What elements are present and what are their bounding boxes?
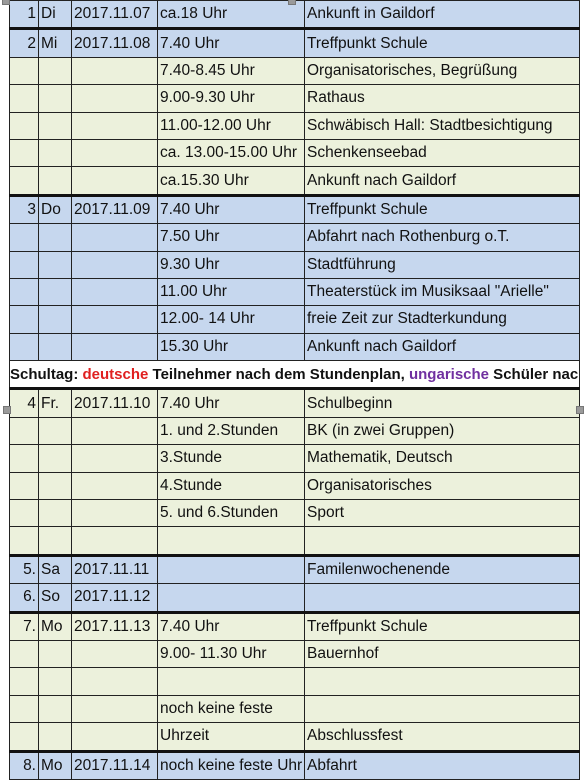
cell-date[interactable] (72, 278, 158, 305)
cell-time[interactable]: ca.18 Uhr (158, 1, 305, 29)
cell-time[interactable]: 9.30 Uhr (158, 251, 305, 278)
cell-day[interactable]: Fr. (39, 389, 72, 417)
cell-date[interactable] (72, 668, 158, 695)
cell-time[interactable]: 9.00- 11.30 Uhr (158, 640, 305, 667)
cell-day[interactable]: Mi (39, 29, 72, 57)
cell-activity[interactable] (305, 527, 580, 555)
cell-time[interactable]: 3.Stunde (158, 445, 305, 472)
cell-time[interactable]: 7.40 Uhr (158, 29, 305, 57)
schedule-row (10, 29, 580, 57)
cell-num[interactable] (10, 85, 39, 112)
cell-date[interactable] (72, 472, 158, 499)
cell-day[interactable] (39, 278, 72, 305)
cell-num[interactable] (10, 695, 39, 722)
cell-num[interactable] (10, 251, 39, 278)
schedule-row (10, 333, 580, 360)
cell-date[interactable]: 2017.11.08 (72, 29, 158, 57)
cell-date[interactable] (72, 333, 158, 360)
schedule-row (10, 85, 580, 112)
cell-activity[interactable] (305, 695, 580, 722)
schedule-body (10, 1, 580, 780)
cell-activity[interactable]: Schwäbisch Hall: Stadtbesichtigung (305, 112, 580, 139)
cell-day[interactable]: Mo (39, 751, 72, 779)
cell-activity[interactable]: Abfahrt nach Rothenburg o.T. (305, 224, 580, 251)
cell-activity[interactable]: Rathaus (305, 85, 580, 112)
banner-text: ungarische (408, 365, 490, 383)
cell-activity[interactable]: Schulbeginn (305, 389, 580, 417)
cell-date[interactable] (72, 112, 158, 139)
cell-activity[interactable]: Theaterstück im Musiksaal "Arielle" (305, 278, 580, 305)
cell-day[interactable]: Mo (39, 612, 72, 640)
cell-day[interactable]: Sa (39, 555, 72, 583)
cell-time[interactable]: 7.40-8.45 Uhr (158, 57, 305, 84)
cell-time[interactable]: 7.50 Uhr (158, 224, 305, 251)
cell-day[interactable] (39, 57, 72, 84)
cell-activity[interactable]: Treffpunkt Schule (305, 195, 580, 223)
cell-time[interactable] (158, 555, 305, 583)
cell-day[interactable] (39, 668, 72, 695)
schedule-row (10, 278, 580, 305)
schedule-row (10, 445, 580, 472)
schedule-row (10, 57, 580, 84)
cell-num[interactable]: 2 (10, 29, 39, 57)
cell-date[interactable]: 2017.11.11 (72, 555, 158, 583)
selection-handle[interactable] (3, 406, 11, 414)
cell-time[interactable] (158, 584, 305, 612)
schedule-row (10, 389, 580, 417)
cell-time[interactable]: ca. 13.00-15.00 Uhr (158, 139, 305, 166)
cell-date[interactable] (72, 445, 158, 472)
cell-day[interactable] (39, 306, 72, 333)
cell-activity[interactable] (305, 584, 580, 612)
cell-date[interactable] (72, 500, 158, 527)
cell-activity[interactable]: Sport (305, 500, 580, 527)
cell-day[interactable] (39, 224, 72, 251)
cell-date[interactable]: 2017.11.10 (72, 389, 158, 417)
cell-num[interactable] (10, 333, 39, 360)
cell-activity[interactable]: Mathematik, Deutsch (305, 445, 580, 472)
cell-day[interactable] (39, 695, 72, 722)
selection-handle[interactable] (576, 406, 584, 414)
schedule-row (10, 417, 580, 444)
cell-num[interactable]: 5. (10, 555, 39, 583)
cell-activity[interactable]: BK (in zwei Gruppen) (305, 417, 580, 444)
cell-time[interactable]: 11.00 Uhr (158, 278, 305, 305)
schedule-row (10, 139, 580, 166)
banner-text: Schultag: (10, 365, 83, 383)
cell-day[interactable] (39, 251, 72, 278)
cell-time[interactable]: 7.40 Uhr (158, 389, 305, 417)
schedule-row (10, 251, 580, 278)
schedule-row (10, 612, 580, 640)
cell-day[interactable] (39, 333, 72, 360)
cell-date[interactable]: 2017.11.07 (72, 1, 158, 29)
schedule-row (10, 500, 580, 527)
cell-activity[interactable]: Treffpunkt Schule (305, 612, 580, 640)
cell-date[interactable] (72, 306, 158, 333)
schedule-row (10, 640, 580, 667)
cell-day[interactable] (39, 472, 72, 499)
schedule-row (10, 668, 580, 695)
cell-num[interactable] (10, 527, 39, 555)
cell-time[interactable]: 4.Stunde (158, 472, 305, 499)
cell-activity[interactable]: Ankunft nach Gaildorf (305, 167, 580, 195)
cell-time[interactable] (158, 668, 305, 695)
cell-num[interactable] (10, 723, 39, 751)
cell-num[interactable]: 6. (10, 584, 39, 612)
cell-activity[interactable]: Schenkenseebad (305, 139, 580, 166)
cell-num[interactable] (10, 472, 39, 499)
cell-date[interactable] (72, 417, 158, 444)
cell-day[interactable] (39, 112, 72, 139)
cell-activity[interactable] (305, 668, 580, 695)
banner-text: Teilnehmer nach dem Stundenplan, (148, 365, 409, 383)
banner-text: Schüler nac (489, 365, 579, 383)
cell-date[interactable] (72, 695, 158, 722)
cell-day[interactable] (39, 500, 72, 527)
schedule-row (10, 167, 580, 195)
schedule-row (10, 555, 580, 583)
cell-day[interactable] (39, 85, 72, 112)
banner-text: deutsche (82, 365, 149, 383)
cell-num[interactable]: 8. (10, 751, 39, 779)
cell-activity[interactable]: Stadtführung (305, 251, 580, 278)
cell-date[interactable]: 2017.11.09 (72, 195, 158, 223)
selection-handle[interactable] (2, 0, 10, 5)
cell-num[interactable]: 3 (10, 195, 39, 223)
cell-time[interactable]: 9.00-9.30 Uhr (158, 85, 305, 112)
cell-time[interactable]: noch keine feste (158, 695, 305, 722)
cell-date[interactable]: 2017.11.14 (72, 751, 158, 779)
cell-num[interactable] (10, 306, 39, 333)
cell-num[interactable] (10, 417, 39, 444)
cell-num[interactable] (10, 167, 39, 195)
cell-num[interactable] (10, 224, 39, 251)
cell-date[interactable] (72, 57, 158, 84)
cell-time[interactable]: 11.00-12.00 Uhr (158, 112, 305, 139)
cell-date[interactable]: 2017.11.12 (72, 584, 158, 612)
schedule-row (10, 306, 580, 333)
cell-time[interactable]: 12.00- 14 Uhr (158, 306, 305, 333)
cell-activity[interactable]: Abfahrt (305, 751, 580, 779)
cell-num[interactable] (10, 57, 39, 84)
schedule-row (10, 584, 580, 612)
cell-date[interactable] (72, 527, 158, 555)
schedule-row (10, 112, 580, 139)
cell-date[interactable] (72, 85, 158, 112)
cell-date[interactable] (72, 224, 158, 251)
cell-day[interactable]: Do (39, 195, 72, 223)
cell-date[interactable] (72, 640, 158, 667)
cell-time[interactable]: 15.30 Uhr (158, 333, 305, 360)
cell-time[interactable]: noch keine feste Uhr (158, 751, 305, 779)
cell-activity[interactable]: Abschlussfest (305, 723, 580, 751)
selection-handle[interactable] (288, 0, 296, 5)
cell-num[interactable]: 4 (10, 389, 39, 417)
schedule-row (10, 195, 580, 223)
cell-date[interactable] (72, 167, 158, 195)
cell-num[interactable] (10, 640, 39, 667)
cell-date[interactable] (72, 251, 158, 278)
cell-activity[interactable]: freie Zeit zur Stadterkundung (305, 306, 580, 333)
cell-time[interactable]: 5. und 6.Stunden (158, 500, 305, 527)
cell-num[interactable] (10, 139, 39, 166)
schedule-table (9, 0, 580, 780)
cell-activity[interactable]: Familenwochenende (305, 555, 580, 583)
cell-time[interactable]: 7.40 Uhr (158, 612, 305, 640)
cell-day[interactable]: Di (39, 1, 72, 29)
cell-day[interactable] (39, 640, 72, 667)
banner-row (10, 361, 580, 389)
schedule-row (10, 224, 580, 251)
cell-time[interactable]: Uhrzeit (158, 723, 305, 751)
cell-num[interactable] (10, 278, 39, 305)
cell-num[interactable] (10, 112, 39, 139)
cell-num[interactable] (10, 445, 39, 472)
cell-num[interactable] (10, 500, 39, 527)
cell-activity[interactable]: Bauernhof (305, 640, 580, 667)
cell-activity[interactable]: Ankunft nach Gaildorf (305, 333, 580, 360)
schedule-sheet (9, 0, 579, 780)
cell-time[interactable]: 7.40 Uhr (158, 195, 305, 223)
cell-time[interactable]: 1. und 2.Stunden (158, 417, 305, 444)
cell-num[interactable] (10, 668, 39, 695)
cell-time[interactable]: ca.15.30 Uhr (158, 167, 305, 195)
cell-day[interactable] (39, 723, 72, 751)
schedule-row (10, 751, 580, 779)
cell-day[interactable] (39, 167, 72, 195)
cell-activity[interactable]: Ankunft in Gaildorf (305, 1, 580, 29)
cell-activity[interactable]: Organisatorisches, Begrüßung (305, 57, 580, 84)
cell-day[interactable] (39, 527, 72, 555)
schedule-row (10, 527, 580, 555)
cell-time[interactable] (158, 527, 305, 555)
cell-day[interactable] (39, 417, 72, 444)
cell-activity[interactable]: Organisatorisches (305, 472, 580, 499)
cell-day[interactable] (39, 445, 72, 472)
cell-date[interactable]: 2017.11.13 (72, 612, 158, 640)
schedule-row (10, 695, 580, 722)
banner-cell[interactable] (10, 361, 580, 389)
cell-date[interactable] (72, 139, 158, 166)
cell-activity[interactable]: Treffpunkt Schule (305, 29, 580, 57)
cell-day[interactable] (39, 139, 72, 166)
schedule-row (10, 723, 580, 751)
cell-num[interactable]: 7. (10, 612, 39, 640)
cell-day[interactable]: So (39, 584, 72, 612)
schedule-row (10, 472, 580, 499)
cell-num[interactable]: 1 (10, 1, 39, 29)
cell-date[interactable] (72, 723, 158, 751)
